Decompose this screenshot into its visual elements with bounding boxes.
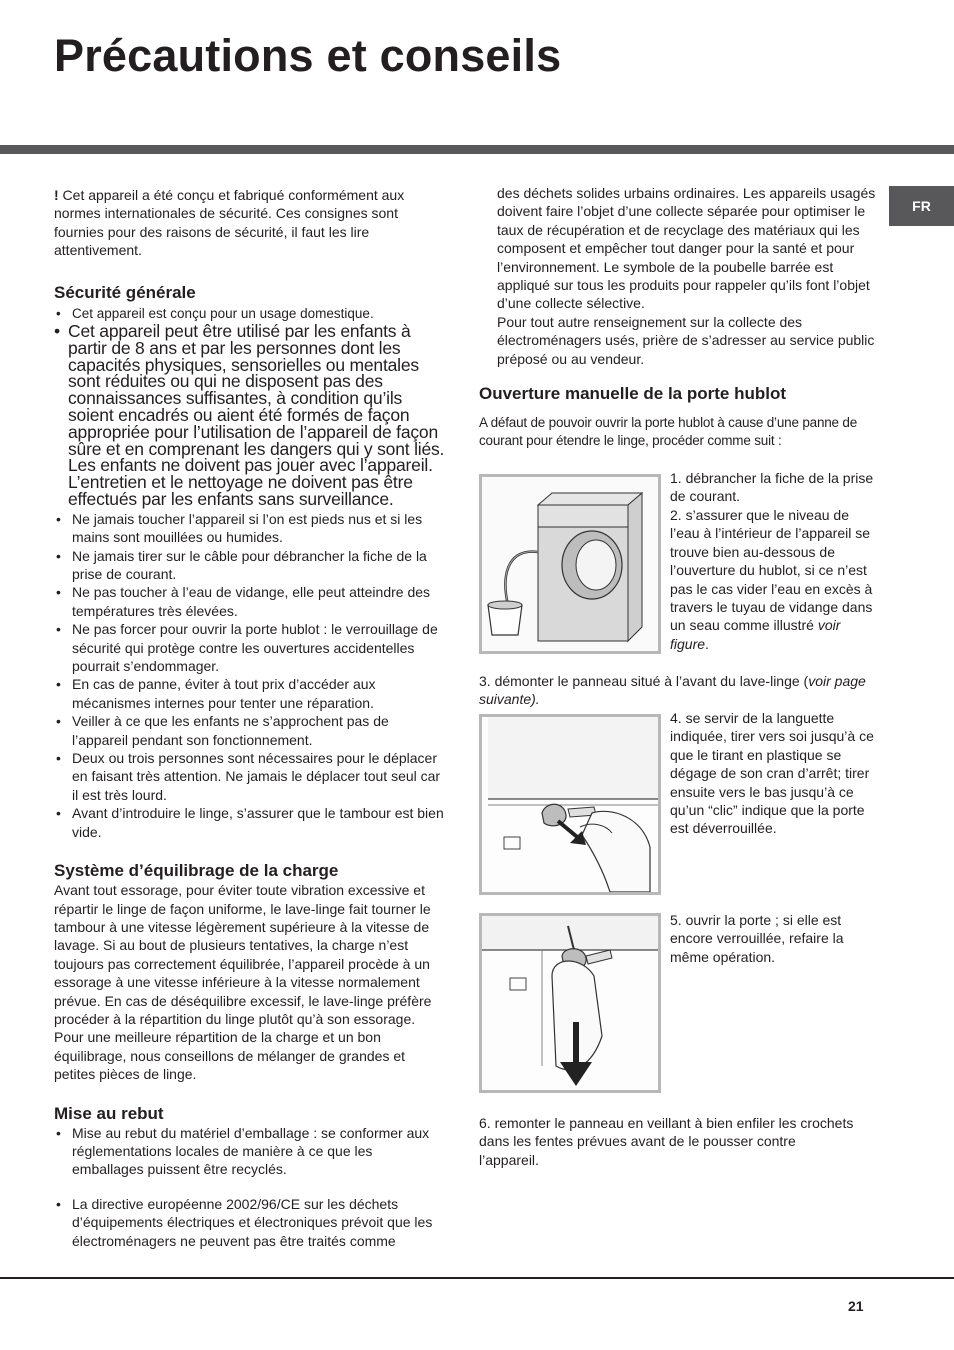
figure-drain-bucket [479,474,661,654]
language-tab: FR [889,186,954,226]
list-item: • Veiller à ce que les enfants ne s’approchent pas de l’appareil pendant son fonctionnement. [54,712,446,749]
list-item: • Ne pas forcer pour ouvrir la porte hublot : le verrouillage de sécurité qui protège contre les ouvertures accidentelles pourrait s’endommager. [54,620,446,675]
list-item: • Ne jamais tirer sur le câble pour débrancher la fiche de la prise de courant. [54,547,446,584]
warning-mark: ! [54,187,59,203]
step-2-ref: voir figure [670,617,841,652]
header-rule [0,145,954,154]
step-4: 4. se servir de la languette indiquée, tirer vers soi jusqu’à ce que le tirant en plastique se dégage de son cran d’arrêt; tirer ensuite vers le bas jusqu’à ce qu’un “clic” indique que la porte est déverrouillée. [670,710,874,837]
rebut-continued [497,184,877,368]
step-2: 2. s’assurer que le niveau de l’eau à l’intérieur de l’appareil se trouve bien au-dessous de l’ouverture du hublot, si ce n’est pas le cas vider l’eau en excès à travers le tuyau de vidange dans un seau comme illustré voir figure. [670,507,873,652]
left-column [54,186,446,1250]
securite-list [54,305,446,841]
list-item: • Avant d’introduire le linge, s’assurer que le tambour est bien vide. [54,804,446,841]
pull-down-illustration [482,916,658,1090]
rebut-contact-text: Pour tout autre renseignement sur la collecte des électroménagers usés, prière de s’adresser au service public préposé ou au vendeur. [497,313,875,367]
ouverture-intro: A défaut de pouvoir ouvrir la porte hublot à cause d’une panne de courant pour étendre le linge, procéder comme suit : [479,415,858,449]
step-1: 1. débrancher la fiche de la prise de courant. [670,470,874,505]
step-3-ref: voir page suivante). [479,673,866,708]
figure-pull-tab [479,714,661,895]
intro-text: Cet appareil a été conçu et fabriqué conformément aux normes internationales de sécurité. Ces consignes sont fournies pour des raisons de sécurité, il faut les lire attentivement. [54,187,405,259]
footer-rule [0,1277,954,1279]
pull-tab-illustration [482,717,658,892]
list-item: • Ne jamais toucher l’appareil si l’on est pieds nus et si les mains sont mouillées ou humides. [54,510,446,547]
heading-ouverture: Ouverture manuelle de la porte hublot [479,384,786,403]
step-5: 5. ouvrir la porte ; si elle est encore verrouillée, refaire la même opération. [670,912,844,965]
figure-pull-down [479,913,661,1093]
rebut-continued-text: des déchets solides urbains ordinaires. Les appareils usagés doivent faire l’objet d’une collecte séparée pour optimiser le taux de récupération et de recyclage des matériaux qui les composent et empêcher tout danger pour la santé et pour l’environnement. Le symbole de la poubelle barrée est appliqué sur tous les produits pour rappeler qu’ils font l’objet d’une collecte sélective. [497,185,876,312]
rebut-list [54,1124,446,1250]
step-6: 6. remonter le panneau en veillant à bien enfiler les crochets dans les fentes prévues avant de le pousser contre l’appareil. [479,1115,854,1168]
heading-securite: Sécurité générale [54,282,196,302]
list-item: • La directive européenne 2002/96/CE sur les déchets d’équipements électriques et électroniques prévoit que les électroménagers ne peuvent pas être traités comme [54,1195,446,1250]
list-item: • Cet appareil est conçu pour un usage domestique. [54,305,446,323]
intro-paragraph [54,186,446,260]
list-item: • Cet appareil peut être utilisé par les enfants à partir de 8 ans et par les personnes dont les capacités physiques, sensorielles ou mentales sont réduites ou qui ne disposent pas des connaissances suffisantes, à condition qu’ils soient encadrés ou aient été formés de façon appropriée pour l’utilisation de l’appareil de façon sûre et en comprenant les dangers qui y sont liés. Les enfants ne doivent pas jouer avec l’appareil. L’entretien et le nettoyage ne doivent pas être effectués par les enfants sans surveillance. [54,323,446,508]
list-item: • Deux ou trois personnes sont nécessaires pour le déplacer en faisant très attention. Ne jamais le déplacer tout seul car il est très lourd. [54,749,446,804]
step-3: 3. démonter le panneau situé à l’avant du lave-linge (voir page suivante). [479,673,866,708]
heading-rebut: Mise au rebut [54,1103,164,1123]
list-item: • Mise au rebut du matériel d’emballage : se conformer aux réglementations locales de manière à ce que les emballages puissent être recyclés. [54,1124,446,1179]
heading-equilibrage: Système d’équilibrage de la charge [54,861,339,881]
page-number: 21 [848,1298,864,1314]
list-item: • En cas de panne, éviter à tout prix d’accéder aux mécanismes internes pour tenter une réparation. [54,675,446,712]
list-item: • Ne pas toucher à l’eau de vidange, elle peut atteindre des températures très élevées. [54,583,446,620]
washing-machine-drain-illustration [482,477,658,651]
equilibrage-text: Avant tout essorage, pour éviter toute vibration excessive et répartir le linge de façon uniforme, le lave-linge fait tourner le tambour à une vitesse légèrement supérieure à la vitesse de lavage. Si au bout de plusieurs tentatives, la charge n’est toujours pas correctement équilibrée, l’appareil procède à un essorage à une vitesse inférieure à la vitesse normalement prévue. En cas de déséquilibre excessif, le lave-linge préfère procéder à la répartition du linge plutôt qu’à son essorage. Pour une meilleure répartition de la charge et un bon équilibrage, nous conseillons de mélanger de grandes et petites pièces de linge. [54,882,432,1083]
page-title: Précautions et conseils [54,30,562,81]
